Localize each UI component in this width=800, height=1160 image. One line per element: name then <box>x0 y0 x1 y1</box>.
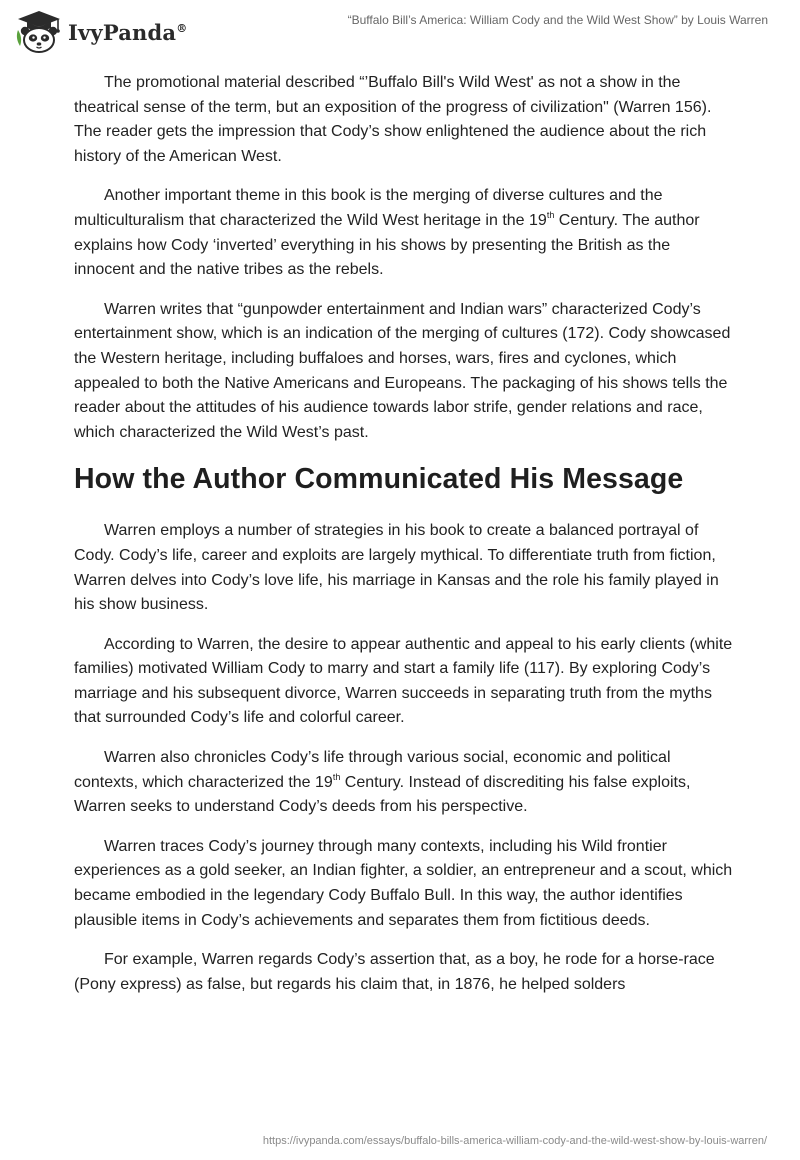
paragraph: Warren employs a number of strategies in his book to create a balanced portrayal of Cody. Cody’s life, career and exploits are largely mythical. To differentiate truth from fiction, Warren delves into Cody’s love life, his marriage in Kansas and the role his family played in his show business. <box>74 522 719 614</box>
paragraph: According to Warren, the desire to appear authentic and appeal to his early clients (white families) motivated William Cody to marry and start a family life (117). By exploring Cody’s marriage and his subsequent divorce, Warren succeeds in separating truth from the myths that surrounded Cody’s life and colorful career. <box>74 635 733 727</box>
source-url-link[interactable]: https://ivypanda.com/essays/buffalo-bills-america-william-cody-and-the-wild-west-show-by-louis-warren/ <box>262 1135 767 1147</box>
paragraph: Warren also chronicles Cody’s life through various social, economic and political contexts, which characterized the 19th Century. Instead of discrediting his false exploits, Warren seeks to understand Cody’s deeds from his perspective. <box>74 749 691 816</box>
paragraph: Warren writes that “gunpowder entertainment and Indian wars” characterized Cody’s entertainment show, which is an indication of the merging of cultures (172). Cody showcased the Western heritage, including buffaloes and horses, wars, fires and cyclones, which appealed to both the Native Americans and Europeans. The packaging of his shows tells the reader about the attitudes of his audience towards labor strife, gender relations and race, which characterized the Wild West’s past. <box>74 300 731 441</box>
essay-content <box>74 71 734 1012</box>
paragraph: Warren traces Cody’s journey through many contexts, including his Wild frontier experiences as a gold seeker, an Indian fighter, a soldier, an entrepreneur and a scout, which became embodied in the legendary Cody Buffalo Bull. In this way, the author identifies plausible items in Cody’s achievements and separates them from fictitious deeds. <box>74 837 733 929</box>
section-heading: How the Author Communicated His Message <box>74 463 684 496</box>
superscript: th <box>546 209 555 220</box>
page-header <box>0 0 800 60</box>
ivypanda-logo[interactable] <box>14 8 187 54</box>
superscript: th <box>332 771 341 782</box>
document-title: “Buffalo Bill’s America: William Cody and the Wild West Show” by Louis Warren <box>347 13 768 27</box>
logo-text: IvyPanda® <box>68 19 188 45</box>
paragraph: Another important theme in this book is the merging of diverse cultures and the multiculturalism that characterized the Wild West heritage in the 19th Century. The author explains how Cody ‘inverted’ everything in his shows by presenting the British as the innocent and the native tribes as the rebels. <box>74 187 700 279</box>
paragraph: For example, Warren regards Cody’s assertion that, as a boy, he rode for a horse-race (Pony express) as false, but regards his claim that, in 1876, he helped solders <box>74 951 715 993</box>
registered-mark: ® <box>176 21 188 35</box>
ivypanda-logo-icon <box>14 8 64 54</box>
paragraph: The promotional material described “’Buffalo Bill's Wild West' as not a show in the theatrical sense of the term, but an exposition of the progress of civilization" (Warren 156). The reader gets the impression that Cody’s show enlightened the audience about the rich history of the American West. <box>74 74 712 165</box>
